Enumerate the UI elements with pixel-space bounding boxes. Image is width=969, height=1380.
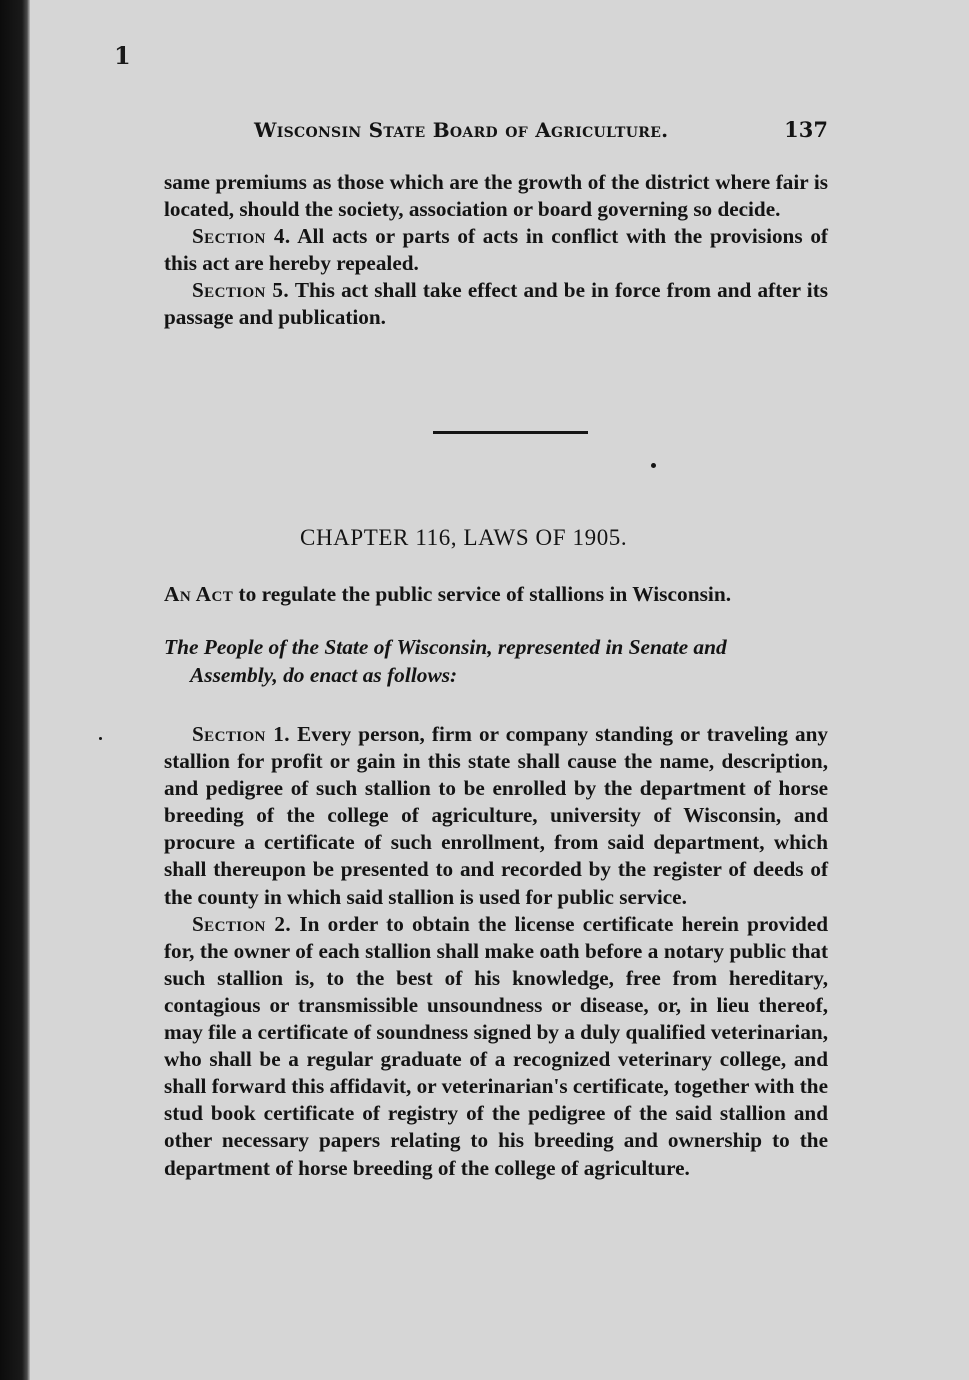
enacting-clause-line-2: Assembly, do enact as follows: [190, 662, 458, 687]
section-4-text: All acts or parts of acts in conflict with the provisions of this act are hereby repealed. [164, 224, 828, 276]
running-head-title: Wisconsin State Board of Agriculture. [254, 118, 669, 142]
section-divider-rule [433, 431, 588, 434]
section-5-label: Section 5. [192, 278, 290, 303]
book-binding-edge [0, 0, 30, 1380]
print-speck [651, 463, 656, 468]
chapter-sections [164, 721, 828, 1182]
act-description: to regulate the public service of stallions in Wisconsin. [238, 582, 732, 606]
enacting-clause-line-1: The People of the State of Wisconsin, represented in Senate and [164, 635, 727, 659]
prior-act-section-5 [164, 277, 828, 331]
prior-act-section-4 [164, 223, 828, 277]
print-speck [99, 737, 102, 740]
prior-act-text [164, 169, 828, 332]
section-5-text: This act shall take effect and be in force from and after its passage and publication. [164, 278, 828, 330]
section-2-text: In order to obtain the license certificate herein provided for, the owner of each stallion shall make oath before a notary public that such stallion is, to the best of his knowledge, free from hereditary, contagious or transmissible unsoundness or disease, or, in lieu thereof, may file a certificate of soundness signed by a duly qualified veterinarian, who shall be a regular graduate of a recognized veterinary college, and shall forward this affidavit, or veterinarian's certificate, together with the stud book certificate of registry of the pedigree of the said stallion and other necessary papers relating to his breeding and ownership to the department of horse breeding of the college of agriculture. [164, 911, 829, 1180]
chapter-section-2 [164, 911, 828, 1182]
section-2-label: Section 2. [192, 911, 292, 936]
act-title [164, 582, 834, 607]
section-1-label: Section 1. [192, 722, 290, 746]
act-label: An Act [164, 582, 234, 606]
margin-mark: 1 [114, 41, 131, 70]
section-1-text: Every person, firm or company standing or traveling any stallion for profit or gain in this state shall cause the name, description, and pedigree of such stallion to be enrolled by the department of horse breeding of the college of agriculture, university of Wisconsin, and procure a certificate of such enrollment, from said department, which shall thereupon be presented to and recorded by the register of deeds of the county in which said stallion is used for public service. [164, 722, 829, 909]
chapter-title: CHAPTER 116, LAWS OF 1905. [300, 525, 628, 550]
running-head [254, 117, 828, 142]
section-4-label: Section 4. [192, 224, 291, 249]
prior-act-continuation: same premiums as those which are the growth of the district where fair is located, should the society, association or board governing so decide. [164, 170, 828, 222]
page-number: 137 [784, 117, 828, 142]
chapter-section-1 [164, 721, 828, 911]
enacting-clause [164, 634, 828, 689]
